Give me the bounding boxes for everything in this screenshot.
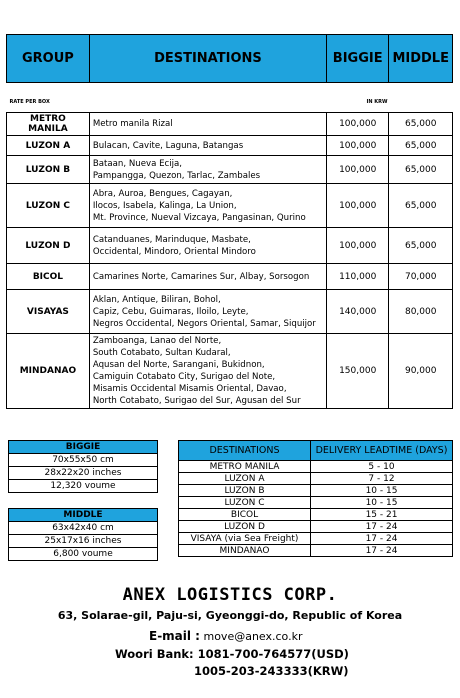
rate-row (7, 156, 453, 184)
biggie-price: 100,000 (326, 184, 388, 228)
biggie-header: BIGGIE (326, 35, 388, 83)
destination-line: Bulacan, Cavite, Laguna, Batangas (92, 140, 244, 151)
biggie-price: 110,000 (326, 264, 388, 290)
destinations-cell (89, 136, 326, 156)
destination-line: Aqusan del Norte, Sarangani, Bukidnon, (92, 360, 265, 370)
group-cell: LUZON A (7, 136, 90, 156)
group-cell: LUZON B (7, 156, 90, 184)
biggie-price: 100,000 (326, 136, 388, 156)
middle-price: 70,000 (389, 264, 453, 290)
middle-dimension-inches: 25x17x16 inches (9, 535, 158, 548)
destination-line: Zamboanga, Lanao del Norte, (92, 336, 222, 346)
destination-line: Occidental, Mindoro, Oriental Mindoro (92, 246, 256, 257)
biggie-price: 100,000 (326, 156, 388, 184)
middle-dimension-cm: 63x42x40 cm (9, 522, 158, 535)
group-header: GROUP (7, 35, 90, 83)
rate-per-box-label: RATE PER BOX (7, 83, 327, 113)
middle-price: 90,000 (389, 334, 453, 409)
leadtime-row (179, 461, 453, 473)
leadtime-row (179, 545, 453, 557)
destinations-cell (89, 113, 326, 136)
leadtime-days-header: DELIVERY LEADTIME (DAYS) (311, 441, 453, 461)
rate-row (7, 136, 453, 156)
biggie-dimension-cm: 70x55x50 cm (9, 454, 158, 467)
leadtime-row (179, 485, 453, 497)
leadtime-row (179, 509, 453, 521)
leadtime-row (179, 473, 453, 485)
destinations-cell (89, 156, 326, 184)
bank-row (115, 647, 349, 661)
leadtime-days: 17 - 24 (311, 533, 453, 545)
biggie-size-box (8, 440, 158, 493)
middle-price: 65,000 (389, 184, 453, 228)
rate-row (7, 334, 453, 409)
biggie-price: 150,000 (326, 334, 388, 409)
biggie-price: 100,000 (326, 113, 388, 136)
destination-line: Misamis Occidental Misamis Oriental, Davao, (92, 384, 287, 394)
biggie-price: 100,000 (326, 228, 388, 264)
destinations-cell (89, 334, 326, 409)
destination-line: South Cotabato, Sultan Kudaral, (92, 348, 231, 358)
biggie-box-title: BIGGIE (9, 441, 158, 454)
leadtime-days: 10 - 15 (311, 497, 453, 509)
middle-header: MIDDLE (389, 35, 453, 83)
leadtime-days: 5 - 10 (311, 461, 453, 473)
leadtime-destination: MINDANAO (179, 545, 311, 557)
destination-line: Abra, Auroa, Bengues, Cagayan, (92, 188, 233, 199)
leadtime-days: 15 - 21 (311, 509, 453, 521)
email-row (149, 629, 302, 643)
middle-price: 80,000 (389, 290, 453, 334)
leadtime-destinations-header: DESTINATIONS (179, 441, 311, 461)
leadtime-days: 7 - 12 (311, 473, 453, 485)
biggie-price: 140,000 (326, 290, 388, 334)
email-label: E-mail : (149, 629, 200, 643)
rate-row (7, 290, 453, 334)
destination-line: Mt. Province, Nueval Vizcaya, Pangasinan, Qurino (92, 212, 306, 223)
destinations-cell (89, 290, 326, 334)
group-cell: MINDANAO (7, 334, 90, 409)
leadtime-days: 10 - 15 (311, 485, 453, 497)
email-link[interactable]: move@anex.co.kr (203, 630, 303, 643)
leadtime-days: 17 - 24 (311, 545, 453, 557)
bank-account-usd: 1081-700-764577(USD) (197, 647, 349, 661)
leadtime-row (179, 521, 453, 533)
destination-line: Metro manila Rizal (92, 119, 173, 129)
company-address: 63, Solarae-gil, Paju-si, Gyeonggi-do, Republic of Korea (57, 609, 403, 622)
rate-row (7, 113, 453, 136)
destination-line: Negros Occidental, Negors Oriental, Samar, Siquijor (92, 318, 316, 329)
leadtime-row (179, 533, 453, 545)
rate-info-row (7, 83, 453, 113)
destinations-header: DESTINATIONS (89, 35, 326, 83)
leadtime-destination: LUZON C (179, 497, 311, 509)
middle-price: 65,000 (389, 113, 453, 136)
group-cell: METRO MANILA (7, 113, 90, 136)
destination-line: Capiz, Cebu, Guimaras, Iloilo, Leyte, (92, 306, 249, 317)
rate-row (7, 264, 453, 290)
leadtime-destination: METRO MANILA (179, 461, 311, 473)
leadtime-destination: LUZON D (179, 521, 311, 533)
leadtime-days: 17 - 24 (311, 521, 453, 533)
group-cell: LUZON D (7, 228, 90, 264)
bank-label: Woori Bank: (115, 647, 194, 661)
bank-account-krw: 1005-203-243333(KRW) (194, 664, 349, 678)
group-cell: VISAYAS (7, 290, 90, 334)
middle-price: 65,000 (389, 136, 453, 156)
destination-line: Aklan, Antique, Biliran, Bohol, (92, 294, 221, 305)
biggie-volume: 12,320 voume (9, 480, 158, 493)
middle-price: 65,000 (389, 156, 453, 184)
rate-table-header (7, 35, 453, 83)
destination-line: Pampangga, Quezon, Tarlac, Zambales (92, 170, 261, 181)
destination-line: Camiguin Cotabato City, Surigao del Note, (92, 372, 276, 382)
destinations-cell (89, 228, 326, 264)
middle-volume: 6,800 voume (9, 548, 158, 561)
leadtime-destination: LUZON B (179, 485, 311, 497)
leadtime-row (179, 497, 453, 509)
rate-row (7, 228, 453, 264)
leadtime-destination: LUZON A (179, 473, 311, 485)
middle-box-title: MIDDLE (9, 509, 158, 522)
leadtime-destination: VISAYA (via Sea Freight) (179, 533, 311, 545)
destination-line: Ilocos, Isabela, Kalinga, La Union, (92, 200, 237, 211)
currency-note: IN KRW (326, 83, 452, 113)
middle-price: 65,000 (389, 228, 453, 264)
destinations-cell (89, 264, 326, 290)
leadtime-destination: BICOL (179, 509, 311, 521)
middle-size-box (8, 508, 158, 561)
destinations-cell (89, 184, 326, 228)
destination-line: Catanduanes, Marinduque, Masbate, (92, 234, 251, 245)
destination-line: Camarines Norte, Camarines Sur, Albay, Sorsogon (92, 271, 310, 282)
biggie-dimension-inches: 28x22x20 inches (9, 467, 158, 480)
group-cell: BICOL (7, 264, 90, 290)
destination-line: North Cotabato, Surigao del Sur, Agusan del Sur (92, 396, 301, 406)
rate-row (7, 184, 453, 228)
company-name: ANEX LOGISTICS CORP. (122, 585, 338, 605)
rate-table (6, 34, 453, 409)
group-cell: LUZON C (7, 184, 90, 228)
leadtime-table (178, 440, 453, 557)
destination-line: Bataan, Nueva Ecija, (92, 158, 182, 169)
